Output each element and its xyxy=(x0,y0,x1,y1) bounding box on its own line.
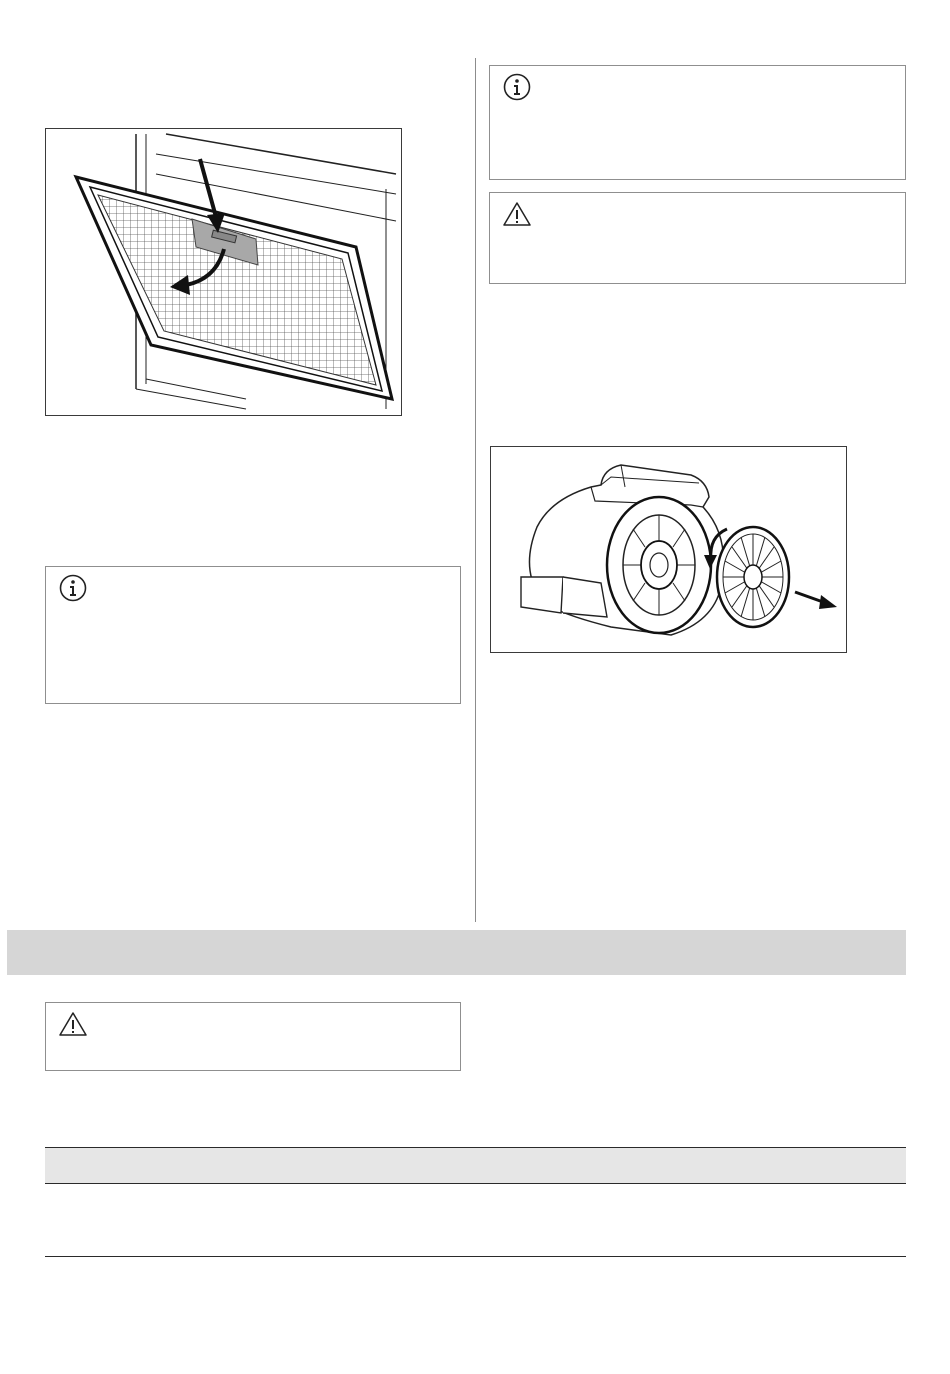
table-header xyxy=(45,1147,906,1184)
charcoal-filter-removal-illustration xyxy=(491,447,846,652)
info-note-box xyxy=(45,566,461,704)
info-icon xyxy=(502,72,532,102)
warning-note-box xyxy=(45,1002,461,1071)
info-note-box xyxy=(489,65,906,180)
column-divider xyxy=(475,58,476,922)
filter-removal-illustration xyxy=(46,129,401,415)
grease-filter-figure xyxy=(45,128,402,416)
table-row xyxy=(45,1184,906,1257)
info-icon xyxy=(58,573,88,603)
section-heading-band xyxy=(7,930,906,975)
carbon-filter-figure xyxy=(490,446,847,653)
warning-triangle-icon xyxy=(58,1010,88,1038)
warning-triangle-icon xyxy=(502,200,532,228)
warning-note-box xyxy=(489,192,906,284)
